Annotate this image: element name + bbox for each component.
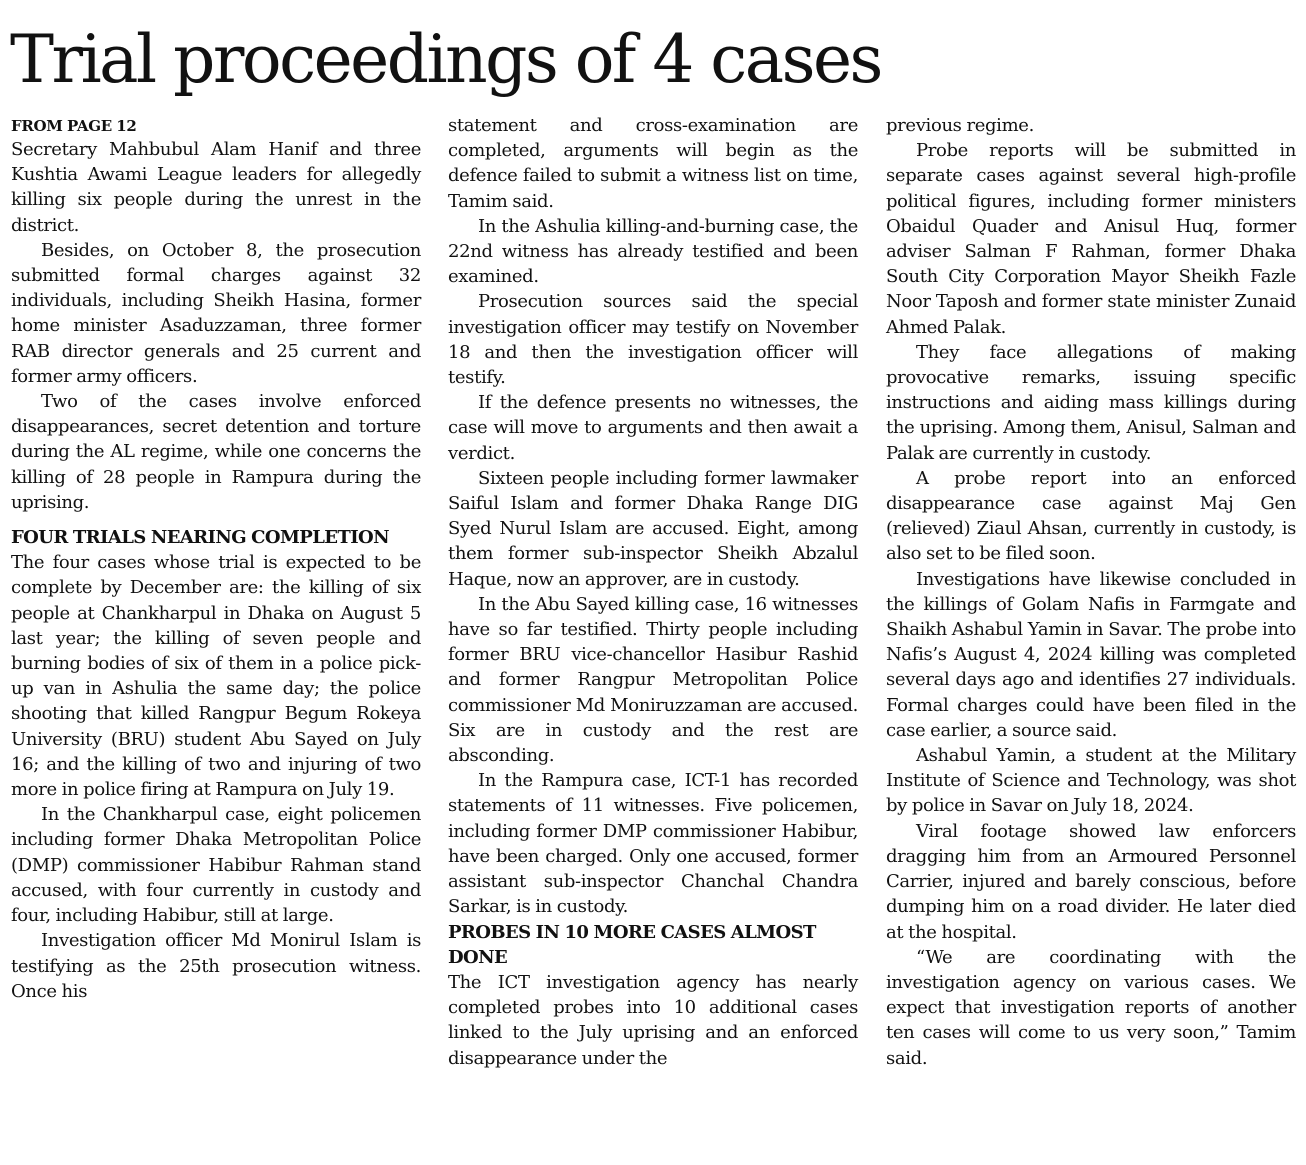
article-column-3: [886, 113, 1296, 1071]
paragraph: If the defence presents no witnesses, the case will move to arguments and then await a verdict.: [448, 392, 858, 464]
paragraph: Ashabul Yamin, a student at the Military Institute of Science and Technology, was shot by police in Savar on July 18, 2024.: [886, 745, 1296, 817]
paragraph: Investigations have likewise concluded in the killings of Golam Nafis in Farmgate and Shaikh Ashabul Yamin in Savar. The probe into Nafis’s August 4, 2024 killing was completed several days ago and identifies 27 individuals. Formal charges could have been filed in the case earlier, a source said.: [886, 568, 1296, 741]
paragraph: Two of the cases involve enforced disappearances, secret detention and torture during the AL regime, while one concerns the killing of 28 people in Rampura during the uprising.: [11, 391, 421, 513]
paragraph: previous regime.: [886, 115, 1034, 136]
paragraph: In the Ashulia killing-and-burning case, the 22nd witness has already testified and been examined.: [448, 215, 858, 288]
paragraph: “We are coordinating with the investigation agency on various cases. We expect that investigation reports of another ten cases will come to us very soon,” Tamim said.: [886, 946, 1296, 1069]
paragraph: Investigation officer Md Monirul Islam is testifying as the 25th prosecution witness. Once his: [11, 930, 421, 1002]
paragraph: A probe report into an enforced disappearance case against Maj Gen (relieved) Ziaul Ahsan, currently in custody, is also set to be filed soon.: [886, 467, 1296, 565]
subheading-four-trials: FOUR TRIALS NEARING COMPLETION: [11, 527, 389, 549]
paragraph: They face allegations of making provocative remarks, issuing specific instructions and aiding mass killings during the uprising. Among them, Anisul, Salman and Palak are currently in custody.: [886, 341, 1296, 464]
subheading-probes: PROBES IN 10 MORE CASES ALMOST DONE: [448, 921, 816, 968]
paragraph: The four cases whose trial is expected to be complete by December are: the killing of six people at Chankharpul in Dhaka on August 5 last year; the killing of seven people and burning bodies of six of them in a police pick-up van in Ashulia the same day; the police shooting that killed Rangpur Begum Rokeya University (BRU) student Abu Sayed on July 16; and the killing of two and injuring of two more in police firing at Rampura on July 19.: [11, 552, 421, 801]
paragraph: statement and cross-examination are completed, arguments will begin as the defence failed to submit a witness list on time, Tamim said.: [448, 115, 858, 212]
article-headline: Trial proceedings of 4 cases: [10, 21, 881, 98]
paragraph: Sixteen people including former lawmaker Saiful Islam and former Dhaka Range DIG Syed Nurul Islam are accused. Eight, among them former sub-inspector Sheikh Abzalul Haque, now an approver, are in custody.: [448, 467, 858, 590]
paragraph: Prosecution sources said the special investigation officer may testify on November 18 and then the investigation officer will testify.: [448, 291, 858, 389]
paragraph: Probe reports will be submitted in separate cases against several high-profile political figures, including former ministers Obaidul Quader and Anisul Huq, former adviser Salman F Rahman, former Dhaka South City Corporation Mayor Sheikh Fazle Noor Taposh and former state minister Zunaid Ahmed Palak.: [886, 140, 1296, 338]
paragraph: Secretary Mahbubul Alam Hanif and three Kushtia Awami League leaders for allegedly killing six people during the unrest in the district.: [11, 139, 421, 236]
article-column-2: [448, 113, 858, 1071]
continuation-kicker: FROM PAGE 12: [11, 117, 137, 135]
paragraph: In the Chankharpul case, eight policemen including former Dhaka Metropolitan Police (DMP) commissioner Habibur Rahman stand accused, with four currently in custody and four, including Habibur, still at large.: [11, 804, 421, 927]
article-column-1: [11, 113, 421, 1004]
paragraph: In the Abu Sayed killing case, 16 witnesses have so far testified. Thirty people including former BRU vice-chancellor Hasibur Rashid and former Rangpur Metropolitan Police commissioner Md Moniruzzaman are accused. Six are in custody and the rest are absconding.: [448, 593, 858, 767]
paragraph: Viral footage showed law enforcers dragging him from an Armoured Personnel Carrier, injured and barely conscious, before dumping him on a road divider. He later died at the hospital.: [886, 820, 1296, 943]
paragraph: In the Rampura case, ICT-1 has recorded statements of 11 witnesses. Five policemen, including former DMP commissioner Habibur, have been charged. Only one accused, former assistant sub-inspector Chanchal Chandra Sarkar, is in custody.: [448, 770, 858, 918]
paragraph: Besides, on October 8, the prosecution submitted formal charges against 32 individuals, including Sheikh Hasina, former home minister Asaduzzaman, three former RAB director generals and 25 current and former army officers.: [11, 239, 421, 387]
paragraph: The ICT investigation agency has nearly completed probes into 10 additional cases linked to the July uprising and an enforced disappearance under the: [448, 971, 858, 1069]
